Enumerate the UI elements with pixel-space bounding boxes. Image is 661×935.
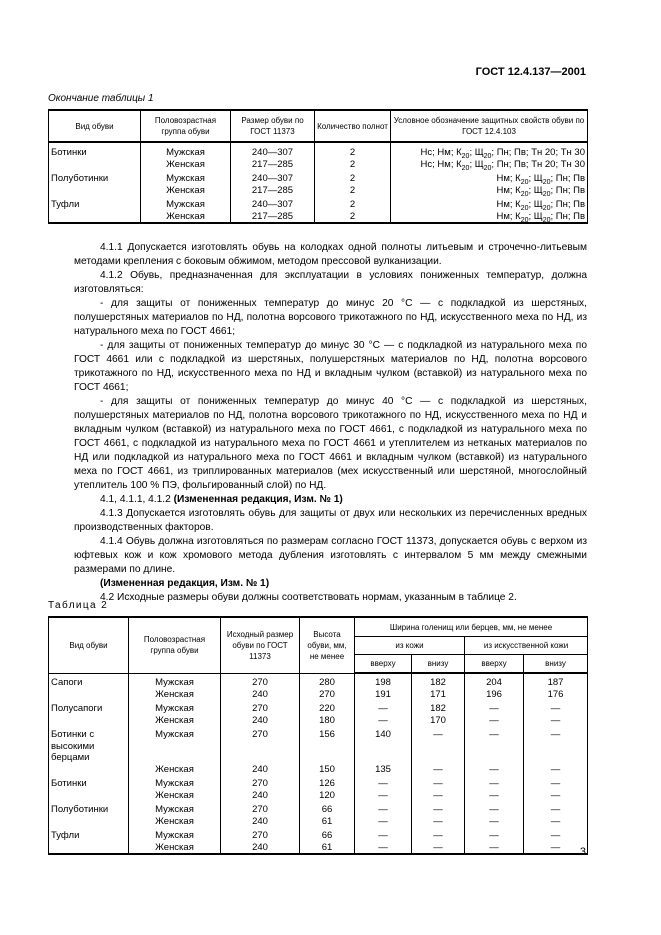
table2-cell-size: 240 [221,764,300,776]
table2-cell-size: 270 [221,673,300,689]
table2-cell-ab: 176 [524,689,588,701]
table2-cell-height: 180 [300,715,355,727]
clause-minus-20: - для защиты от пониженных температур до минус 20 °С — с подкладкой из шерстяных, полушерстяных материалов по НД, полотна ворсового трикотажного по НД, искусственного меха по НД, из натурального меха по ГОСТ 4661; [74,298,587,337]
table2-cell-lt: 140 [355,726,412,764]
table1-row [49,142,588,159]
table2-cell-lb: 170 [412,715,465,727]
table2-cell-type [49,842,129,855]
table2-header-height: Высота обуви, мм, не менее [300,617,355,673]
table1-cell-protect: Нс; Нм; $К_{20}$; $Щ_{20}$; Пн; Пв; Тн 20; Тн 30 [391,159,588,171]
table1-cell-group: Женская [141,159,231,171]
page-number: 3 [579,846,586,858]
table1-cell-type: Полуботинки [49,170,141,185]
clause-4-1-3: 4.1.3 Допускается изготовлять обувь для защиты от двух или нескольких из перечисленных вредных производственных факторов. [74,508,587,533]
table2-header-width: Ширина голенищ или берцев, мм, не менее [355,617,588,637]
table1-cell-protect: Нм; $К_{20}$; $Щ_{20}$; Пн; Пв [391,196,588,211]
table2-cell-ab: — [524,775,588,790]
table2-row [49,673,588,689]
table2-cell-lb: — [412,827,465,842]
table2-row [49,790,588,802]
table2-caption: Таблица 2 [48,600,109,611]
table2-cell-lt: — [355,827,412,842]
table2-row [49,700,588,715]
table1-cell-count: 2 [315,170,391,185]
table2-cell-ab: — [524,801,588,816]
table1-cell-protect: Нм; $К_{20}$; $Щ_{20}$; Пн; Пв [391,170,588,185]
table2-cell-lt: — [355,700,412,715]
table2-row [49,715,588,727]
table2-header-artificial-bottom: внизу [524,655,588,674]
table1-cell-count: 2 [315,159,391,171]
table1-header-protect: Условное обозначение защитных свойств обуви по ГОСТ 12.4.103 [391,110,588,142]
table1-cell-type [49,185,141,197]
table2-cell-at: 204 [465,673,524,689]
amendment-note-2: (Измененная редакция, Изм. № 1) [100,578,270,589]
table2-row [49,827,588,842]
table2-header-artificial-top: вверху [465,655,524,674]
table2-cell-size: 270 [221,827,300,842]
amendment-note-1-bold: (Измененная редакция, Изм. № 1) [173,494,343,505]
table2-cell-ab: — [524,842,588,855]
table2-cell-lb: — [412,726,465,764]
table2-cell-type: Ботинки с высокими берцами [49,726,129,764]
table2-cell-type [49,790,129,802]
table1-caption: Окончание таблицы 1 [48,93,154,104]
table1-cell-size: 240—307 [231,196,315,211]
table2-cell-lt: 135 [355,764,412,776]
table2-cell-at: — [465,764,524,776]
amendment-note-1 [74,493,587,507]
table2-cell-size: 270 [221,700,300,715]
table2-cell-group: Мужская [129,827,221,842]
table2-cell-type: Туфли [49,827,129,842]
table2-header-leather-bottom: внизу [412,655,465,674]
table2-cell-lt: 198 [355,673,412,689]
table2-cell-lt: — [355,816,412,828]
table2-cell-at: — [465,827,524,842]
table2-cell-lt: 191 [355,689,412,701]
table2-cell-height: 61 [300,842,355,855]
table1-row [49,196,588,211]
table2-cell-height: 66 [300,801,355,816]
table2-cell-group: Мужская [129,801,221,816]
table2-cell-group: Мужская [129,700,221,715]
table2-row [49,775,588,790]
table2-cell-size: 240 [221,842,300,855]
table2-cell-ab: 187 [524,673,588,689]
table2-cell-group: Женская [129,689,221,701]
table2-cell-lb: — [412,801,465,816]
table1-row [49,185,588,197]
table1-header-size: Размер обуви по ГОСТ 11373 [231,110,315,142]
table2-cell-type: Полуботинки [49,801,129,816]
table2-row [49,764,588,776]
table2-cell-group: Мужская [129,775,221,790]
clause-minus-40: - для защиты от пониженных температур до минус 40 °С — с подкладкой из шерстяных, полушерстяных материалов по НД, полотна ворсового трикотажного по НД, искусственного меха по НД и вкладным чулком (вставкой) из натурального меха по ГОСТ 4661, с подкладкой из натурального меха по ГОСТ 4661, с подкладкой из натурального меха по ГОСТ 4661 и утеплителем из нетканых материалов по НД или подкладкой из натурального меха по ГОСТ 4661 и вкладным чулком (вставкой) из натурального меха по ГОСТ 4661, из триплированных материалов (мех искусственный или шерстяной, многослойный утеплитель 100 % ПЭ, фольгированный слой) по НД. [74,396,587,491]
amendment-note-1-prefix: 4.1, 4.1.1, 4.1.2 [100,494,174,505]
table2-cell-group: Мужская [129,726,221,764]
table2-cell-height: 220 [300,700,355,715]
document-header: ГОСТ 12.4.137—2001 [475,66,586,78]
table2-cell-ab: — [524,816,588,828]
table2-cell-type: Сапоги [49,673,129,689]
table1-cell-type [49,211,141,224]
table2-cell-height: 156 [300,726,355,764]
table2-cell-at: 196 [465,689,524,701]
table1-cell-type: Туфли [49,196,141,211]
table2-cell-at: — [465,700,524,715]
clause-4-1-4: 4.1.4 Обувь должна изготовляться по размерам согласно ГОСТ 11373, допускается обувь с верхом из юфтевых кож и кож хромового метода дубления изготовлять с интервалом 5 мм между смежными размерами по длине. [74,536,587,575]
table2-cell-lb: — [412,775,465,790]
table1-cell-size: 217—285 [231,159,315,171]
table2-header-artificial: из искусственной кожи [465,637,588,655]
table1-cell-size: 240—307 [231,142,315,159]
table2-cell-lt: — [355,842,412,855]
table1-header-group: Половозрастная группа обуви [141,110,231,142]
table2-cell-group: Женская [129,764,221,776]
table2-cell-ab: — [524,726,588,764]
table2-cell-ab: — [524,700,588,715]
table2-cell-ab: — [524,790,588,802]
table1-cell-group: Мужская [141,170,231,185]
clause-4-2: 4.2 Исходные размеры обуви должны соответствовать нормам, указанным в таблице 2. [100,592,517,603]
table1-cell-group: Женская [141,185,231,197]
table2-header-leather-top: вверху [355,655,412,674]
table1-cell-count: 2 [315,196,391,211]
table2-cell-height: 126 [300,775,355,790]
table2-header-size: Исходный размер обуви по ГОСТ 11373 [221,617,300,673]
table1-header-row [49,110,588,142]
table1-cell-count: 2 [315,185,391,197]
table2-cell-at: — [465,842,524,855]
table2-cell-size: 270 [221,775,300,790]
table1-cell-protect: Нм; $К_{20}$; $Щ_{20}$; Пн; Пв [391,185,588,197]
table-2 [48,616,588,855]
table1-cell-type: Ботинки [49,142,141,159]
table2-cell-group: Женская [129,816,221,828]
table1-cell-size: 240—307 [231,170,315,185]
table2-cell-lt: — [355,801,412,816]
table2-row [49,816,588,828]
table2-cell-at: — [465,801,524,816]
table2-cell-height: 270 [300,689,355,701]
table1-cell-size: 217—285 [231,185,315,197]
table2-cell-type [49,715,129,727]
table2-header-row-1 [49,617,588,637]
table1-header-count: Количество полнот [315,110,391,142]
table2-cell-group: Мужская [129,673,221,689]
table2-cell-at: — [465,726,524,764]
clause-4-1-1: 4.1.1 Допускается изготовлять обувь на колодках одной полноты литьевым и строчечно-литьевым методами крепления с боковым обжимом, методом прессовой вулканизации. [74,242,587,267]
table2-cell-lb: — [412,764,465,776]
clause-minus-30: - для защиты от пониженных температур до минус 30 °С — с подкладкой из натурального меха по ГОСТ 4661 или с подкладкой из шерстяных, полушерстяных материалов по НД, полотна ворсового трикотажного по НД, искусственного меха по НД и вкладным чулком (вставкой) из натурального меха по ГОСТ 4661; [74,340,587,393]
table2-cell-ab: — [524,715,588,727]
table2-cell-type [49,764,129,776]
table-1 [48,109,588,224]
table2-cell-height: 66 [300,827,355,842]
table2-cell-type: Полусапоги [49,700,129,715]
table2-row [49,801,588,816]
table2-cell-ab: — [524,764,588,776]
table2-row [49,842,588,855]
table1-header-type: Вид обуви [49,110,141,142]
table1-cell-group: Мужская [141,142,231,159]
table2-cell-ab: — [524,827,588,842]
table2-cell-group: Женская [129,715,221,727]
table2-cell-height: 120 [300,790,355,802]
table2-cell-lb: 182 [412,700,465,715]
table2-cell-size: 240 [221,816,300,828]
table2-cell-lb: — [412,816,465,828]
table2-cell-lb: — [412,842,465,855]
table2-cell-at: — [465,715,524,727]
table2-cell-height: 280 [300,673,355,689]
table1-row [49,170,588,185]
table2-cell-group: Женская [129,790,221,802]
table1-cell-type [49,159,141,171]
table2-cell-size: 270 [221,801,300,816]
table1-cell-count: 2 [315,142,391,159]
table2-header-type: Вид обуви [49,617,129,673]
table1-row [49,159,588,171]
table2-cell-lt: — [355,775,412,790]
table2-cell-lb: 182 [412,673,465,689]
table2-cell-lt: — [355,790,412,802]
table2-cell-type: Ботинки [49,775,129,790]
table1-row [49,211,588,224]
table2-cell-type [49,689,129,701]
table2-cell-group: Женская [129,842,221,855]
table2-cell-height: 61 [300,816,355,828]
table1-cell-size: 217—285 [231,211,315,224]
table2-cell-lb: 171 [412,689,465,701]
table2-cell-lt: — [355,715,412,727]
table1-cell-protect: Нс; Нм; $К_{20}$; $Щ_{20}$; Пн; Пв; Тн 20; Тн 30 [391,142,588,159]
clause-4-1-2: 4.1.2 Обувь, предназначенная для эксплуатации в условиях пониженных температур, должна изготовляться: [74,270,587,295]
table1-cell-group: Мужская [141,196,231,211]
table2-cell-size: 240 [221,790,300,802]
table1-cell-group: Женская [141,211,231,224]
body-text [74,241,587,605]
table2-cell-at: — [465,790,524,802]
table1-cell-protect: Нм; $К_{20}$; $Щ_{20}$; Пн; Пв [391,211,588,224]
table2-cell-height: 150 [300,764,355,776]
table2-cell-size: 240 [221,715,300,727]
table2-row [49,726,588,764]
table2-cell-size: 240 [221,689,300,701]
table2-cell-lb: — [412,790,465,802]
table2-row [49,689,588,701]
table2-cell-at: — [465,816,524,828]
table2-cell-at: — [465,775,524,790]
table1-cell-count: 2 [315,211,391,224]
table2-cell-size: 270 [221,726,300,764]
table2-cell-type [49,816,129,828]
table2-header-leather: из кожи [355,637,465,655]
table2-header-group: Половозрастная группа обуви [129,617,221,673]
